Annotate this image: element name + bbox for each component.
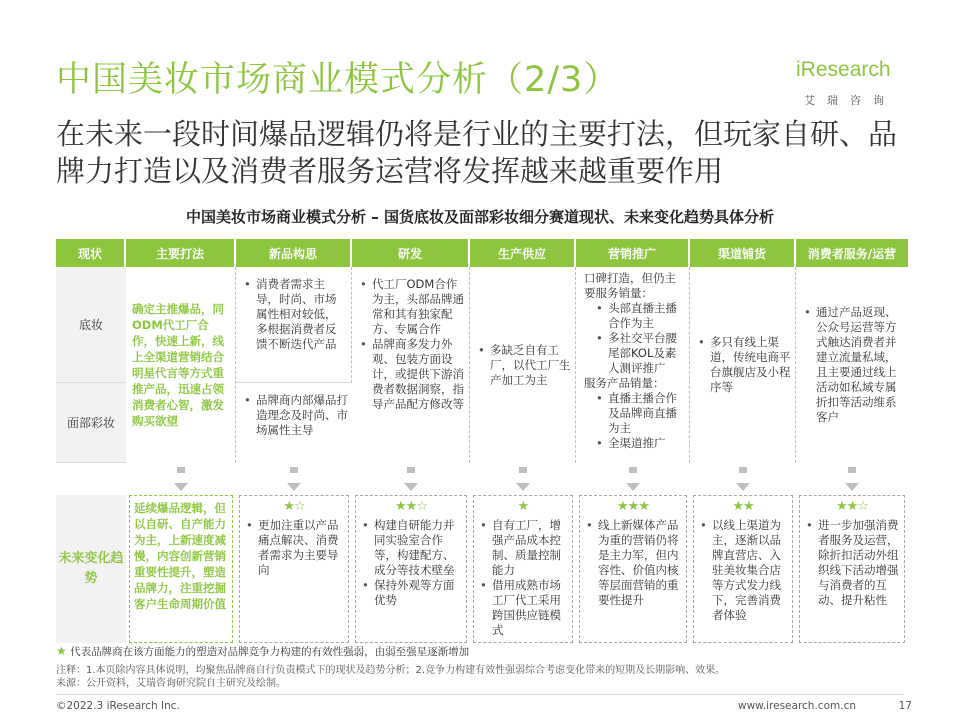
marketing-intro: 口碑打造，但仍主要服务销量： <box>584 271 676 300</box>
header-cell: 消费者服务/运营 <box>796 239 908 267</box>
marketing-cell <box>576 267 690 463</box>
row-label-face-makeup: 面部彩妆 <box>56 383 126 463</box>
new-product-bottom <box>236 383 352 463</box>
note-text: 注释：1.本页除内容具体说明，均聚焦品牌商自行负责模式下的现状及趋势分析；2.竞争力构建有效性强弱综合考虑变化带来的短期及长期影响、效果。 <box>56 665 726 676</box>
future-supply <box>473 495 573 643</box>
list-item: • 以线上渠道为主，逐渐以品牌直营店、入驻美妆集合店等方式发力线下，完善消费者体验 <box>698 518 788 623</box>
list-item: • 保持外观等方面优势 <box>360 578 462 608</box>
page-subtitle: 在未来一段时间爆品逻辑仍将是行业的主要打法，但玩家自研、品牌力打造以及消费者服务运营将发挥越来越重要作用 <box>56 117 898 188</box>
list-item: • 消费者需求主导，时尚、市场属性相对较低，多根据消费者反馈不断迭代产品 <box>242 277 347 352</box>
down-arrow-icon <box>690 463 796 495</box>
rating-stars: ★★☆ <box>836 499 868 514</box>
page-title: 中国美妆市场商业模式分析（2/3） <box>56 60 620 100</box>
down-arrow-icon <box>470 463 576 495</box>
legend-text: 代表品牌商在该方面能力的塑造对品牌竞争力构建的有效性强弱，由弱至强星逐渐增加 <box>70 646 470 658</box>
list-item: • 借用成熟市场工厂代工采用跨国供应链模式 <box>478 578 568 638</box>
website-url: www.iresearch.com.cn <box>737 700 856 712</box>
list-item: • 自有工厂，增强产品成本控制、质量控制能力 <box>478 518 568 578</box>
list-item: • 更加注重以产品痛点解决、消费者需求为主要导向 <box>244 518 344 578</box>
rating-stars: ★★☆ <box>395 499 427 514</box>
list-item: • 代工厂ODM合作为主，头部品牌通常和其有独家配方、专属合作 <box>358 277 465 337</box>
table-row <box>56 267 908 383</box>
header-cell: 新品构思 <box>236 239 352 267</box>
source-text: 来源：公开资料，艾瑞咨询研究院自主研究及绘制。 <box>56 678 286 689</box>
list-item: • 进一步加强消费者服务及运营，除折扣活动外组织线下活动增强与消费者的互动、提升粘性 <box>804 518 900 608</box>
future-rd <box>355 495 467 643</box>
brand-logo <box>796 52 916 108</box>
arrow-row <box>56 463 908 495</box>
main-play-text: 确定主推爆品，同ODM代工厂合作，快速上新，线上全渠道营销结合明星代言等方式重推产品，迅速占领消费者心智，激发购买欲望 <box>126 267 236 463</box>
future-trend-label: 未来变化趋势 <box>56 495 126 643</box>
down-arrow-icon <box>576 463 690 495</box>
future-service <box>799 495 905 643</box>
service-cell <box>796 267 908 463</box>
list-item: • 品牌商多发力外观、包装方面设计，或提供下游消费者数据洞察，指导产品配方修改等 <box>358 337 465 412</box>
list-item: • 直播主播合作及品牌商直播为主 <box>582 391 685 436</box>
row-label-foundation: 底妆 <box>56 267 126 383</box>
table-header-row <box>56 239 908 267</box>
future-main-play: 延续爆品逻辑，但以自研、自产能力为主，上新速度减慢，内容创新营销重要性提升，塑造品牌力，注重挖掘客户生命周期价值 <box>129 495 233 643</box>
future-channel <box>693 495 793 643</box>
down-arrow-icon <box>796 463 908 495</box>
list-item: • 构建自研能力并同实验室合作等，构建配方、成分等技术壁垒 <box>360 518 462 578</box>
table-title: 中国美妆市场商业模式分析 – 国货底妆及面部彩妆细分赛道现状、未来变化趋势具体分析 <box>186 208 774 226</box>
future-row <box>56 495 908 643</box>
rating-stars: ★★★ <box>617 499 649 514</box>
header-cell: 现状 <box>56 239 126 267</box>
legend <box>56 644 469 659</box>
rating-stars: ★ <box>517 499 529 514</box>
rd-cell <box>352 267 470 463</box>
list-item: • 全渠道推广 <box>582 436 685 451</box>
new-product-top <box>236 267 352 383</box>
list-item: • 品牌商内部爆品打造理念及时尚、市场属性主导 <box>242 393 348 438</box>
list-item: • 头部直播主播合作为主 <box>582 301 685 331</box>
future-new-product <box>239 495 349 643</box>
header-cell: 生产供应 <box>470 239 576 267</box>
logo-subtext: 艾瑞咨询 <box>804 94 896 107</box>
list-item: • 多只有线上渠道，传统电商平台旗舰店及小程序等 <box>696 335 791 395</box>
notes <box>56 664 725 690</box>
footer-divider <box>56 694 904 695</box>
down-arrow-icon <box>126 463 236 495</box>
list-item: • 线上新媒体产品为重的营销仍将是主力军，但内容性、价值内核等层面营销的重要性提升 <box>584 518 682 608</box>
supply-cell <box>470 267 576 463</box>
rating-stars: ★☆ <box>283 499 305 514</box>
down-arrow-icon <box>352 463 470 495</box>
logo-text: iResearch <box>796 58 891 81</box>
rating-stars: ★★ <box>732 499 754 514</box>
future-marketing <box>579 495 687 643</box>
down-arrow-icon <box>236 463 352 495</box>
list-item: • 通过产品返现、公众号运营等方式触达消费者并建立流量私域，且主要通过线上活动如私域专属折扣等活动维系客户 <box>802 305 904 425</box>
marketing-intro-2: 服务产品销量： <box>584 376 665 390</box>
header-cell: 主要打法 <box>126 239 236 267</box>
analysis-table <box>56 239 908 643</box>
header-cell: 研发 <box>352 239 470 267</box>
copyright: ©2022.3 iResearch Inc. <box>56 700 180 712</box>
channel-cell <box>690 267 796 463</box>
header-cell: 渠道铺货 <box>690 239 796 267</box>
page-number: 17 <box>898 700 912 712</box>
star-icon: ★ <box>56 644 67 658</box>
list-item: • 多社交平台腰尾部KOL及素人测评推广 <box>582 331 685 376</box>
header-cell: 营销推广 <box>576 239 690 267</box>
list-item: • 多缺乏自有工厂，以代工厂生产加工为主 <box>476 343 571 388</box>
